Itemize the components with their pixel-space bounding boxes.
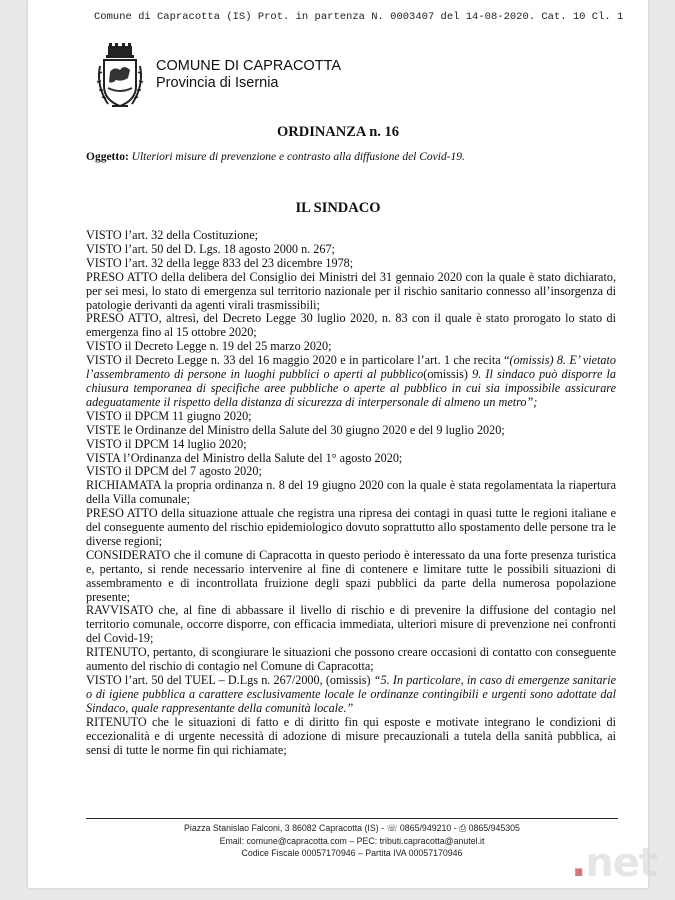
paragraph: RAVVISATO che, al fine di abbassare il livello di rischio e di prevenire la diffusione del contagio nel territorio comunale, occorre disporre, con efficacia immediata, ulteriori misure di prevenzione nei confronti del Covid-19; — [86, 603, 616, 646]
oggetto-text: Ulteriori misure di prevenzione e contrasto alla diffusione del Covid-19. — [131, 151, 465, 163]
quote-text: “5. In particolare, in caso di emergenze sanitarie o di igiene pubblica a carattere esclusivamente locale le ordinanze contingibili e urgenti sono adottate dal Sindaco, quale rappresentante della comunità locale.” — [86, 673, 617, 715]
footer-email: Email: comune@capracotta.com – PEC: tributi.capracotta@anutel.it — [219, 835, 485, 846]
section-heading: IL SINDACO — [295, 200, 381, 216]
comune-header — [156, 58, 341, 92]
watermark-text: net — [585, 840, 657, 886]
crest-icon — [94, 42, 146, 112]
footer-fiscal-code: Codice Fiscale 00057170946 – Partita IVA 00057170946 — [241, 848, 463, 858]
paragraph-text: VISTO il Decreto Legge n. 33 del 16 maggio 2020 e in particolare l’art. 1 che recita “ — [86, 353, 510, 368]
document-title: ORDINANZA n. 16 — [276, 124, 400, 140]
paragraph: VISTO l’art. 50 del D. Lgs. 18 agosto 2000 n. 267; — [86, 241, 335, 256]
paragraph: RICHIAMATA la propria ordinanza n. 8 del 19 giugno 2020 con la quale è stata regolamentata la riapertura della Villa comunale; — [86, 478, 616, 507]
paragraph: RITENUTO, pertanto, di scongiurare le situazioni che possono creare occasioni di contatto con conseguente aumento del rischio di contagio nel Comune di Capracotta; — [86, 645, 616, 674]
paragraph: PRESO ATTO della situazione attuale che registra una ripresa dei contagi in quasi tutte le regioni italiane e del conseguente aumento del rischio epidemiologico dovuto soprattutto allo spostamento delle persone tra le diverse regioni; — [86, 506, 616, 548]
comune-title: COMUNE DI CAPRACOTTA — [156, 58, 342, 74]
paragraph: VISTO il Decreto Legge n. 19 del 25 marzo 2020; — [86, 339, 332, 354]
paragraph: PRESO ATTO della delibera del Consiglio dei Ministri del 31 gennaio 2020 con la quale è stato dichiarato, per sei mesi, lo stato di emergenza sul territorio nazionale per il rischio sanitario connesso all’insorgenza di patologie derivanti da agenti virali trasmissibili; — [86, 269, 616, 312]
paragraph: CONSIDERATO che il comune di Capracotta in questo periodo è interessato da una forte presenza turistica e, pertanto, si rende necessario intervenire al fine di contenere e limitare tutte le possibili situazioni di assembramento e di incontrollata fruizione degli spazi pubblici da parte della numerosa popolazione presente; — [86, 547, 616, 604]
quote-text: (omissis) 8. E’ vietato l’assembramento di persone in luoghi pubblici o aperti al pubblico — [86, 353, 616, 382]
footer — [86, 822, 618, 860]
footer-address: Piazza Stanislao Falconi, 3 86082 Capracotta (IS) - ☏ 0865/949210 - ⎙ 0865/945305 — [184, 823, 520, 833]
paragraph: VISTO il DPCM del 7 agosto 2020; — [86, 464, 262, 479]
protocol-stamp: Comune di Capracotta (IS) Prot. in partenza N. 0003407 del 14-08-2020. Cat. 10 Cl. 1 — [94, 11, 624, 23]
paragraph: VISTO l’art. 32 della legge 833 del 23 dicembre 1978; — [86, 255, 354, 270]
document-page — [28, 0, 648, 888]
paragraph-text: (omissis) — [423, 367, 473, 382]
paragraph: PRESO ATTO, altresì, del Decreto Legge 30 luglio 2020, n. 83 con il quale è stato prorogato lo stato di emergenza fino al 15 ottobre 2020; — [86, 311, 616, 340]
quote-text: 9. Il sindaco può disporre la chiusura temporanea di specifiche aree pubbliche o aperte al pubblico in cui sia impossibile assicurare adeguatamente il rispetto della distanza di sicurezza di interpersonale di almeno un metro”; — [86, 367, 616, 409]
paragraph: RITENUTO che le situazioni di fatto e di diritto fin qui esposte e motivate integrano le condizioni di eccezionalità e di urgente necessità di adozione di misure precauzionali a tutela della sanità pubblica, ai sensi di tutte le norme fin qui richiamate; — [86, 714, 616, 757]
document-body — [86, 229, 616, 757]
paragraph: VISTO il DPCM 14 luglio 2020; — [86, 436, 247, 451]
paragraph: VISTO l’art. 32 della Costituzione; — [86, 228, 259, 242]
footer-divider — [86, 818, 618, 819]
paragraph — [86, 354, 616, 410]
paragraph — [86, 674, 616, 716]
oggetto-label: Oggetto: — [86, 151, 129, 163]
paragraph-text: VISTO l’art. 50 del TUEL – D.Lgs n. 267/2000, (omissis) — [86, 673, 374, 687]
watermark-dot: . — [571, 840, 586, 886]
paragraph: VISTE le Ordinanze del Ministro della Salute del 30 giugno 2020 e del 9 luglio 2020; — [86, 422, 505, 437]
provincia-subtitle: Provincia di Isernia — [156, 75, 279, 91]
watermark-logo — [571, 840, 657, 886]
paragraph: VISTO il DPCM 11 giugno 2020; — [86, 408, 252, 423]
oggetto-line — [86, 151, 465, 163]
paragraph: VISTA l’Ordinanza del Ministro della Salute del 1° agosto 2020; — [86, 450, 403, 465]
